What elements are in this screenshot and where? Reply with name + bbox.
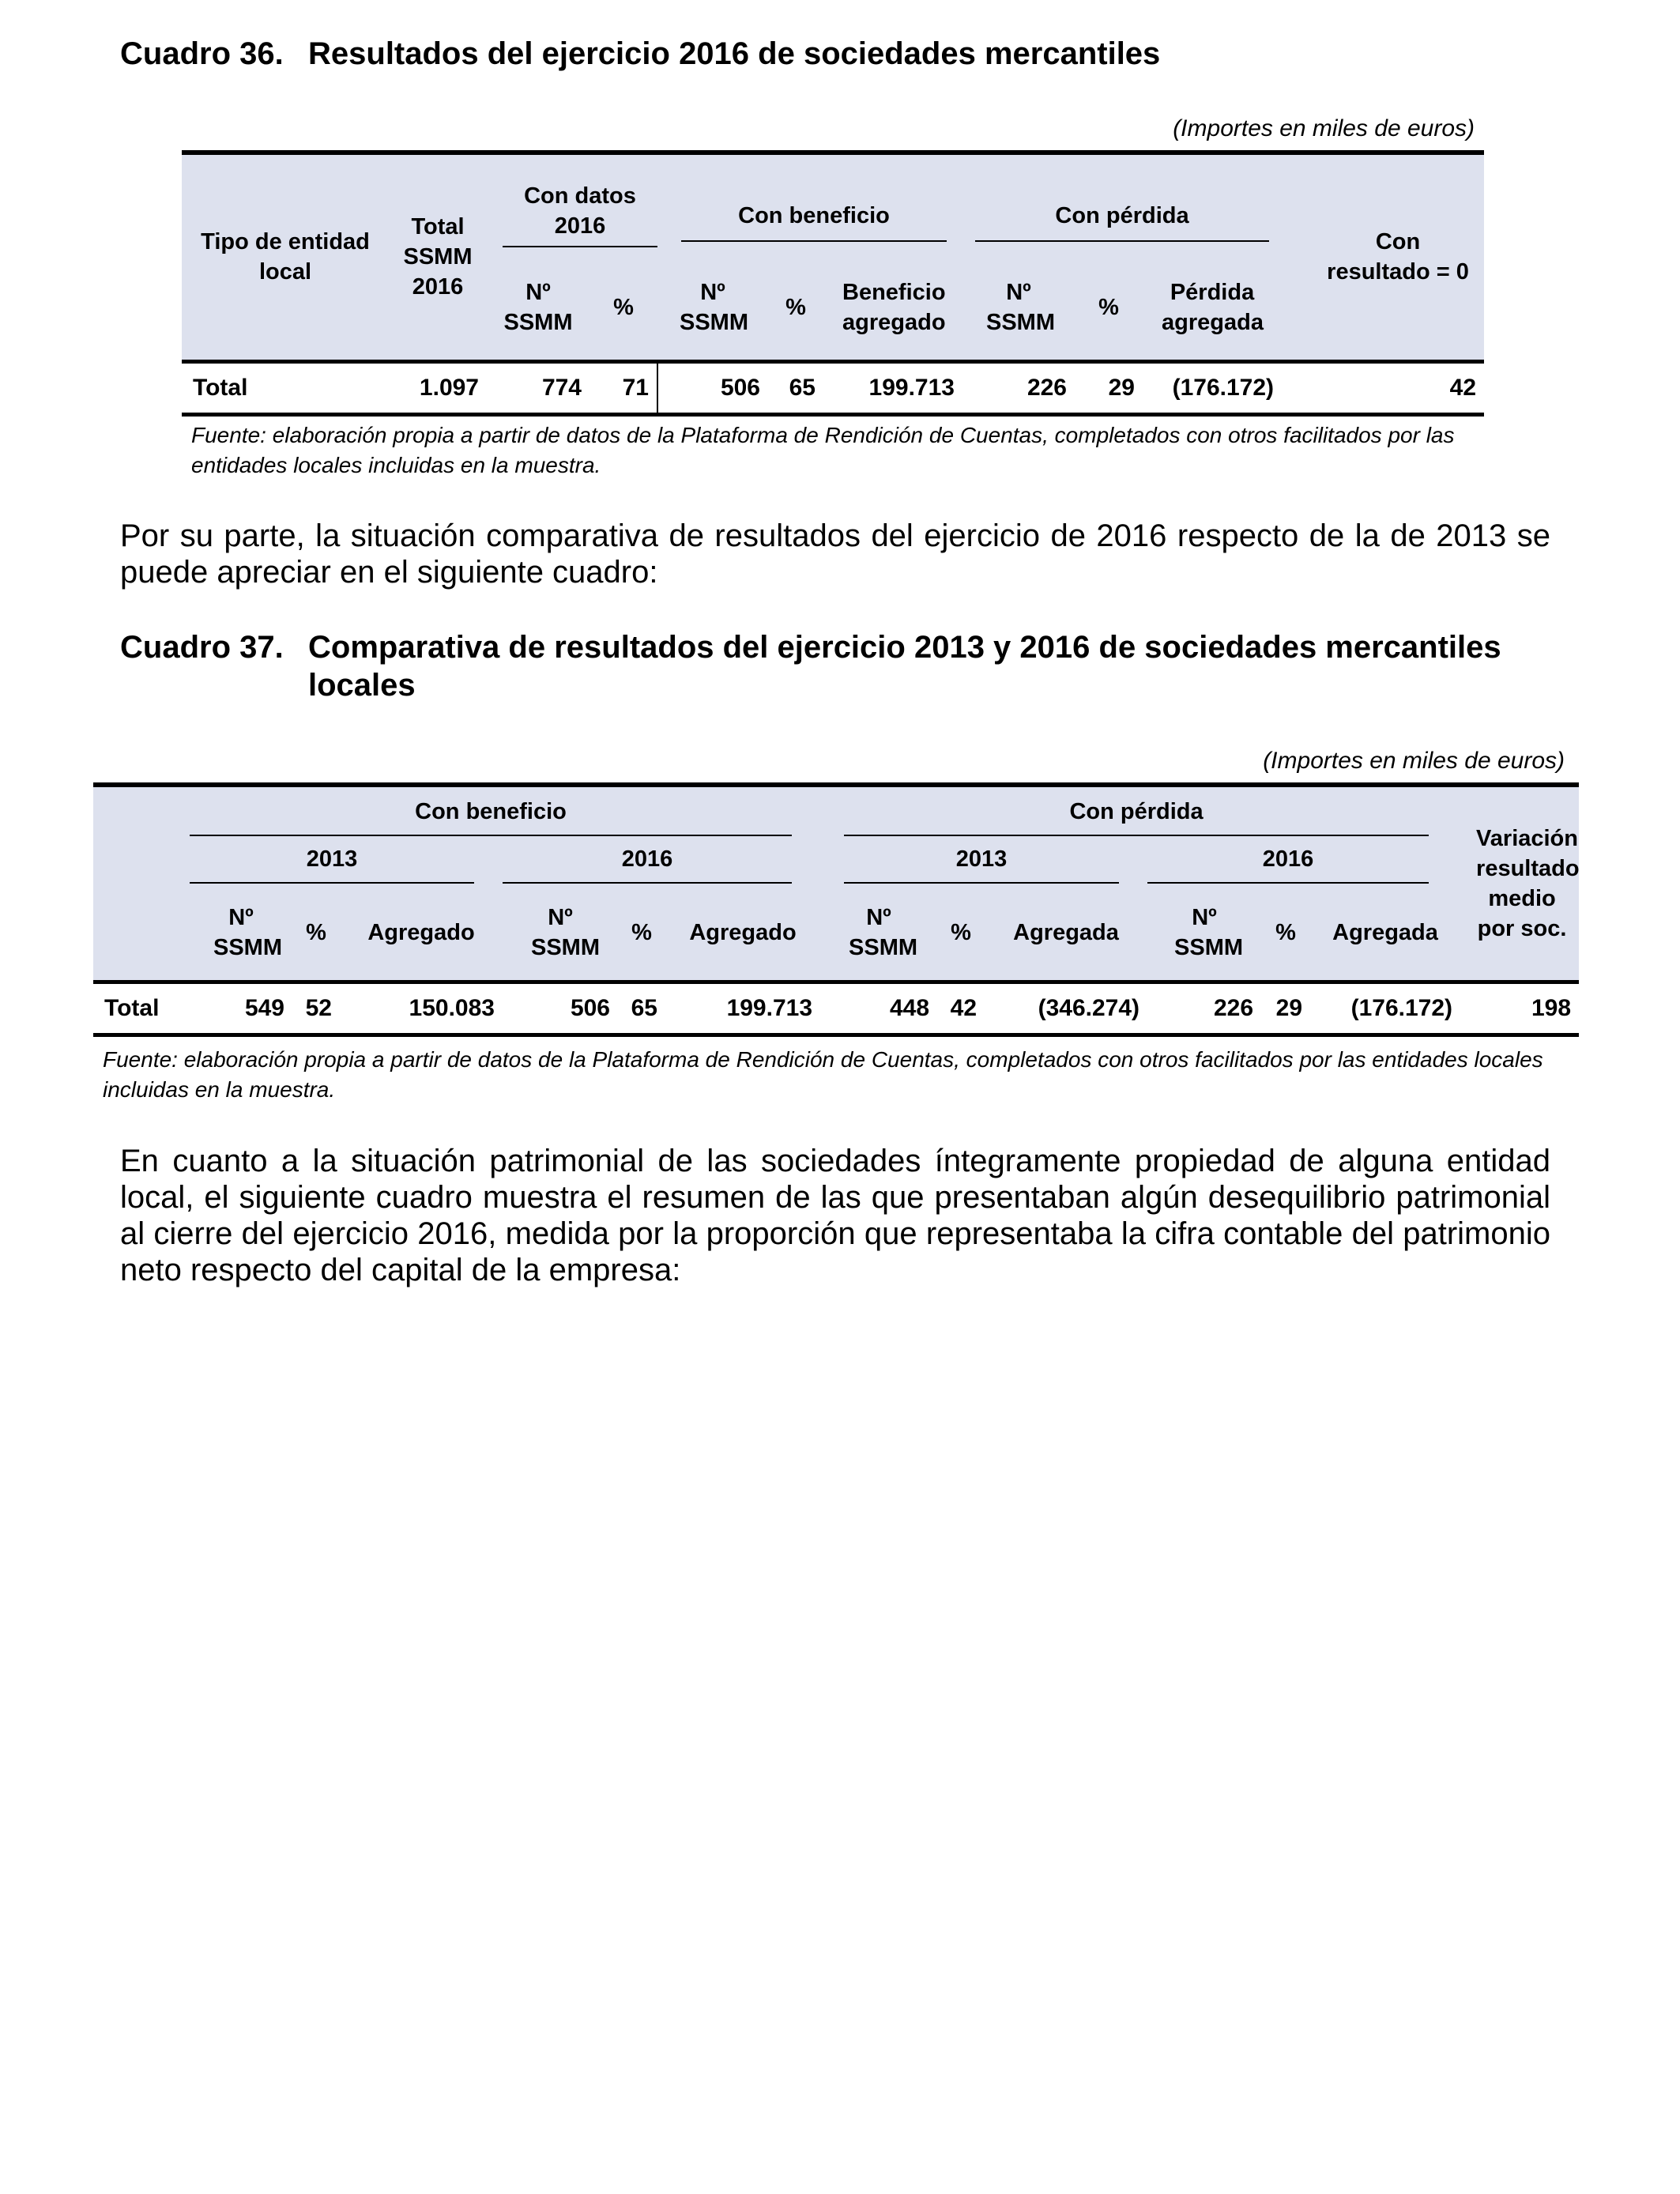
col-con-perdida xyxy=(962,153,1282,255)
cell-datos-pct: 71 xyxy=(590,361,657,414)
col-con-beneficio xyxy=(190,785,820,836)
row-label: Total xyxy=(93,982,190,1035)
col-p13-n: Nº SSMM xyxy=(849,904,918,960)
col-empty xyxy=(93,785,190,982)
cell-ben-n: 506 xyxy=(657,361,768,414)
table-row xyxy=(182,361,1484,414)
ben-2013-label: 2013 xyxy=(190,838,474,884)
con-perdida-label: Con pérdida xyxy=(975,169,1269,242)
con-perdida-label: Con pérdida xyxy=(844,787,1429,836)
col-con-datos xyxy=(487,153,657,255)
cell-p13-n: 448 xyxy=(820,982,937,1035)
col-per-pct: % xyxy=(1098,294,1119,320)
cell-p16-pct: 29 xyxy=(1261,982,1310,1035)
col-ben-2013 xyxy=(190,836,503,885)
cuadro37-title-text: Comparativa de resultados del ejercicio 2013 y 2016 de sociedades mercantiles locales xyxy=(308,630,1501,703)
cell-b16-pct: 65 xyxy=(618,982,665,1035)
col-b16-agr: Agregado xyxy=(689,919,797,945)
col-p13-agr: Agregada xyxy=(1013,919,1119,945)
col-b13-n: Nº SSMM xyxy=(213,904,282,960)
cuadro37-table xyxy=(93,782,1579,1037)
cell-ben-agr: 199.713 xyxy=(823,361,962,414)
cuadro37-number: Cuadro 37. xyxy=(120,630,284,665)
cell-ben-pct: 65 xyxy=(768,361,823,414)
col-b13-pct: % xyxy=(306,919,326,945)
con-beneficio-label: Con beneficio xyxy=(681,169,947,242)
cell-datos-n: 774 xyxy=(487,361,590,414)
col-con-perdida xyxy=(820,785,1460,836)
cell-cero: 42 xyxy=(1282,361,1484,414)
cell-b16-agr: 199.713 xyxy=(665,982,820,1035)
cell-b16-n: 506 xyxy=(503,982,618,1035)
con-datos-label: Con datos 2016 xyxy=(503,164,657,247)
col-b16-pct: % xyxy=(631,919,652,945)
per-2013-label: 2013 xyxy=(844,838,1119,884)
per-2016-label: 2016 xyxy=(1147,838,1429,884)
cuadro37-title xyxy=(120,628,1550,707)
cuadro36-table xyxy=(182,150,1484,417)
col-per-2013 xyxy=(820,836,1147,885)
col-per-2016 xyxy=(1147,836,1460,885)
cell-p13-agr: (346.274) xyxy=(985,982,1147,1035)
cell-per-agr: (176.172) xyxy=(1143,361,1282,414)
cell-p16-agr: (176.172) xyxy=(1310,982,1460,1035)
cell-total: 1.097 xyxy=(389,361,487,414)
cell-b13-n: 549 xyxy=(190,982,292,1035)
cell-variacion: 198 xyxy=(1460,982,1579,1035)
col-ben-agr: Beneficio agregado xyxy=(842,279,946,335)
row-label: Total xyxy=(182,361,389,414)
cuadro36-source: Fuente: elaboración propia a partir de datos de la Plataforma de Rendición de Cuentas, completados con otros facilitados por las entidades locales incluidas en la muestra. xyxy=(191,423,1455,477)
col-ben-2016 xyxy=(503,836,820,885)
col-total-ssmm: Total SSMM 2016 xyxy=(403,214,473,300)
cell-p13-pct: 42 xyxy=(937,982,985,1035)
col-con-beneficio xyxy=(657,153,962,255)
col-con-resultado-cero: Con resultado = 0 xyxy=(1327,229,1469,285)
col-per-n: Nº SSMM xyxy=(986,279,1055,335)
cell-p16-n: 226 xyxy=(1147,982,1261,1035)
cell-per-pct: 29 xyxy=(1075,361,1143,414)
cuadro37-units: (Importes en miles de euros) xyxy=(1263,748,1565,774)
cuadro36-number: Cuadro 36. xyxy=(120,36,284,71)
paragraph-2: En cuanto a la situación patrimonial de las sociedades íntegramente propiedad de alguna entidad local, el siguiente cuadro muestra el resumen de las que presentaban algún desequilibrio patrimonial al cierre del ejercicio 2016, medida por la proporción que representaba la cifra contable del patrimonio neto respecto del capital de la empresa: xyxy=(120,1144,1550,1287)
col-datos-n: Nº SSMM xyxy=(503,279,573,335)
col-p16-pct: % xyxy=(1275,919,1296,945)
col-p16-agr: Agregada xyxy=(1332,919,1438,945)
cell-b13-pct: 52 xyxy=(292,982,340,1035)
col-p13-pct: % xyxy=(951,919,971,945)
col-ben-n: Nº SSMM xyxy=(680,279,748,335)
col-b13-agr: Agregado xyxy=(367,919,475,945)
cuadro36-title xyxy=(120,35,1550,74)
cuadro37-source: Fuente: elaboración propia a partir de datos de la Plataforma de Rendición de Cuentas, completados con otros facilitados por las entidades locales incluidas en la muestra. xyxy=(103,1047,1543,1102)
table-row xyxy=(93,982,1579,1035)
col-variacion: Variación resultado medio por soc. xyxy=(1476,825,1580,941)
paragraph-1: Por su parte, la situación comparativa de resultados del ejercicio de 2016 respecto de la de 2013 se puede apreciar en el siguiente cuadro: xyxy=(120,518,1550,590)
col-p16-n: Nº SSMM xyxy=(1174,904,1244,960)
cuadro36-title-text: Resultados del ejercicio 2016 de sociedades mercantiles xyxy=(308,36,1161,71)
col-b16-n: Nº SSMM xyxy=(531,904,600,960)
cell-b13-agr: 150.083 xyxy=(340,982,503,1035)
con-beneficio-label: Con beneficio xyxy=(190,787,792,836)
col-per-agr: Pérdida agregada xyxy=(1162,279,1264,335)
ben-2016-label: 2016 xyxy=(503,838,792,884)
col-datos-pct: % xyxy=(613,294,634,320)
col-tipo-entidad: Tipo de entidad local xyxy=(201,229,370,285)
cell-per-n: 226 xyxy=(962,361,1075,414)
col-ben-pct: % xyxy=(785,294,806,320)
cuadro36-units: (Importes en miles de euros) xyxy=(1173,115,1475,141)
